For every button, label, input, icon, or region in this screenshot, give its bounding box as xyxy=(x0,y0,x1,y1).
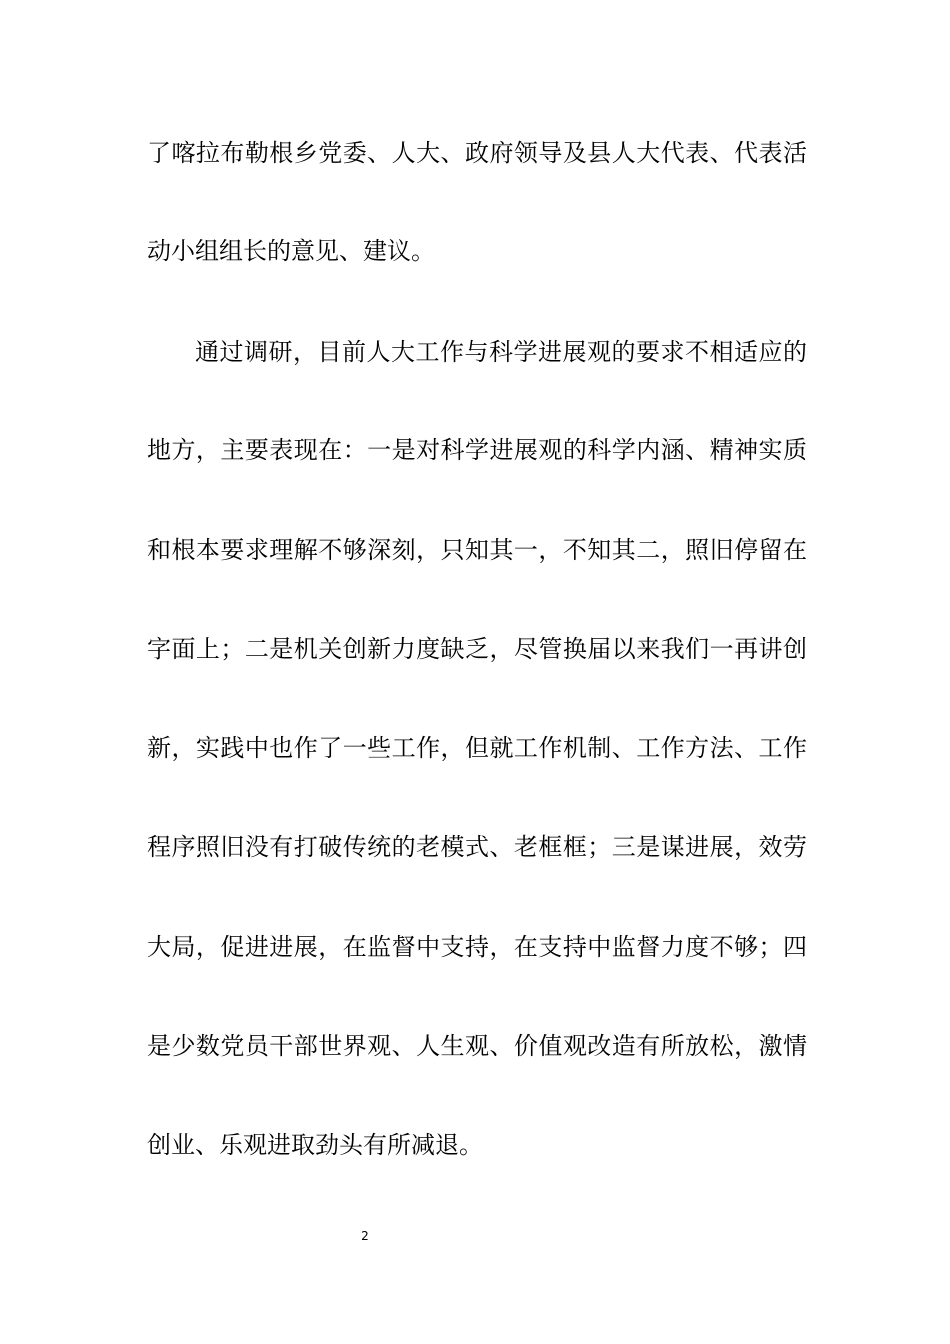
text-line-6: 字面上；二是机关创新力度缺乏，尽管换届以来我们一再讲创 xyxy=(147,635,807,663)
text-line-11: 创业、乐观进取劲头有所减退。 xyxy=(147,1131,483,1159)
text-line-8: 程序照旧没有打破传统的老模式、老框框；三是谋进展，效劳 xyxy=(147,833,807,861)
text-line-10: 是少数党员干部世界观、人生观、价值观改造有所放松，激情 xyxy=(147,1032,807,1060)
text-line-3: 通过调研，目前人大工作与科学进展观的要求不相适应的 xyxy=(195,338,807,366)
text-line-2: 动小组组长的意见、建议。 xyxy=(147,237,435,265)
text-line-4: 地方，主要表现在：一是对科学进展观的科学内涵、精神实质 xyxy=(147,436,807,464)
text-line-7: 新，实践中也作了一些工作，但就工作机制、工作方法、工作 xyxy=(147,734,807,762)
text-line-1: 了喀拉布勒根乡党委、人大、政府领导及县人大代表、代表活 xyxy=(147,139,807,167)
page-number: 2 xyxy=(361,1229,369,1243)
text-line-9: 大局，促进进展，在监督中支持，在支持中监督力度不够；四 xyxy=(147,933,807,961)
text-line-5: 和根本要求理解不够深刻，只知其一，不知其二，照旧停留在 xyxy=(147,536,807,564)
